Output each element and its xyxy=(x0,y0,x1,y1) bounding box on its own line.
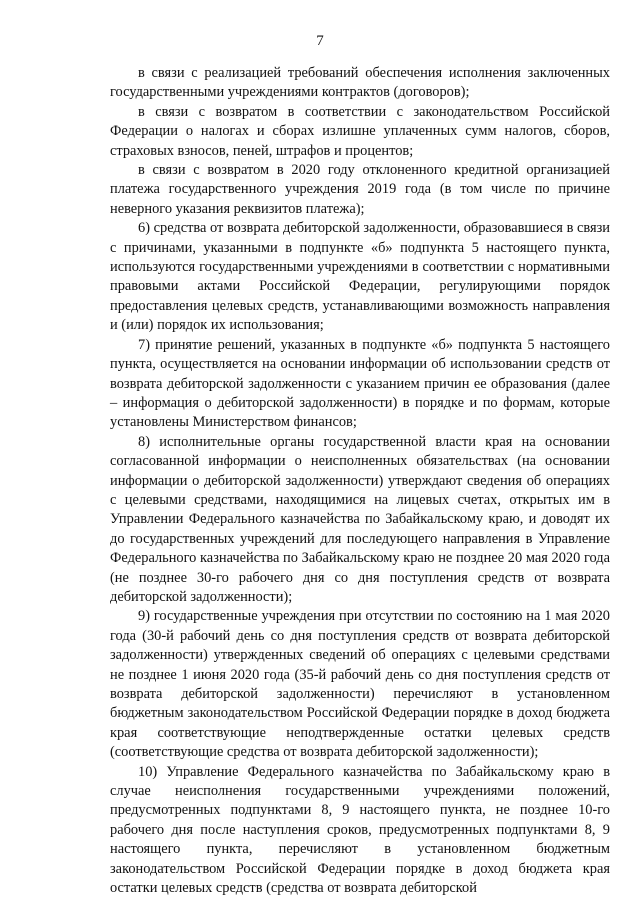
document-body xyxy=(110,64,610,898)
paragraph-tax-refund: в связи с возвратом в соответствии с законодательством Российской Федерации о налогах и сборах излишне уплаченных сумм налогов, сборов, страховых взносов, пеней, штрафов и процентов; xyxy=(110,103,610,159)
paragraph-item-6: 6) средства от возврата дебиторской задолженности, образовавшиеся в связи с причинами, указанными в подпункте «б» подпункта 5 настоящего пункта, используются государственными учреждениями в соответствии с нормативными правовыми актами Российской Федерации, регулирующими порядок предоставления целевых средств, устанавливающими возможность направления и (или) порядок их использования; xyxy=(110,220,610,334)
paragraph-item-9: 9) государственные учреждения при отсутствии по состоянию на 1 мая 2020 года (30-й рабочий день со дня поступления средств от возврата дебиторской задолженности) утвержденных сведений об операциях с целевыми средствами не позднее 1 июня 2020 года (35-й рабочий день со дня поступления средств от возврата дебиторской задолженности) перечисляют в установленном бюджетным законодательством Российской Федерации порядке в доход бюджета края соответствующие неподтвержденные остатки целевых средств (соответствующие средства от возврата дебиторской задолженности); xyxy=(110,608,610,761)
page-number: 7 xyxy=(316,33,324,49)
paragraph-contract-requirements: в связи с реализацией требований обеспечения исполнения заключенных государственными учреждениями контрактов (договоров); xyxy=(110,65,610,101)
paragraph-item-7: 7) принятие решений, указанных в подпункте «б» подпункта 5 настоящего пункта, осуществляется на основании информации об использовании средств от возврата дебиторской задолженности с указанием причин ее образования (далее – информация о дебиторской задолженности) в порядке и по формам, которые установлены Министерством финансов; xyxy=(110,336,610,431)
paragraph-rejected-payment: в связи с возвратом в 2020 году отклоненного кредитной организацией платежа государственного учреждения 2019 года (в том числе по причине неверного указания реквизитов платежа); xyxy=(110,162,610,217)
paragraph-item-10: 10) Управление Федерального казначейства по Забайкальскому краю в случае неисполнения государственными учреждениями положений, предусмотренных подпунктами 8, 9 настоящего пункта, не позднее 10-го рабочего дня после наступления сроков, предусмотренных подпунктами 8, 9 настоящего пункта, перечисляют в установленном бюджетным законодательством Российской Федерации порядке в доход бюджета края остатки целевых средств (средства от возврата дебиторской xyxy=(110,763,610,897)
paragraph-item-8: 8) исполнительные органы государственной власти края на основании согласованной информации о неисполненных обязательствах (на основании информации о дебиторской задолженности) утверждают сведения об операциях с целевыми средствами, находящимися на лицевых счетах, открытых им в Управлении Федерального казначейства по Забайкальскому краю, и доводят их до государственных учреждений для последующего направления в Управление Федерального казначейства по Забайкальскому краю не позднее 20 мая 2020 года (не позднее 30-го рабочего дня со дня поступления средств от возврата дебиторской задолженности); xyxy=(110,433,610,605)
